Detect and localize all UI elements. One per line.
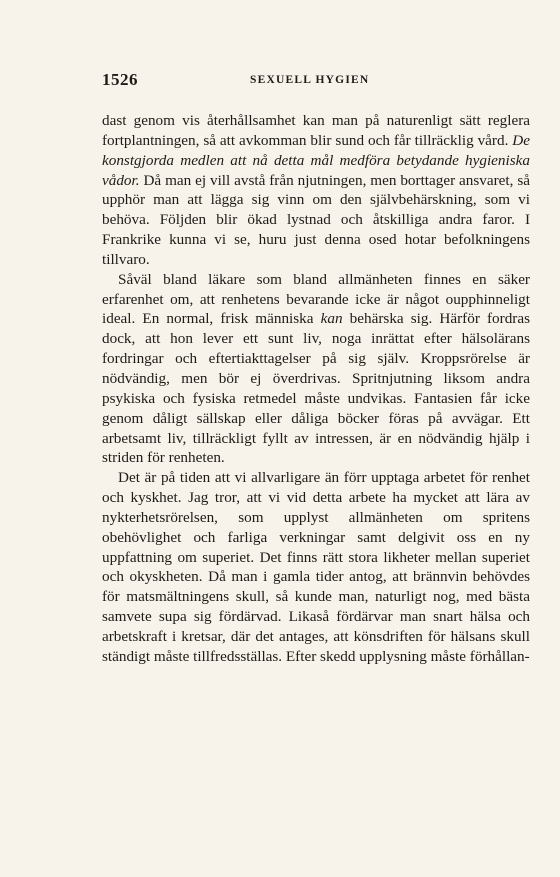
paragraph [102,111,530,270]
text-span: dast genom vis återhållsamhet kan man på naturenligt sätt reglera fortplantningen, så att avkomman blir sund och får tillräcklig vård. [102,112,530,149]
text-span: Då man ej vill avstå från njutningen, men borttager ansvaret, så upphör man att lägga sig vinn om den självbehärskning, som vi behöva. Följden blir ökad lystnad och åtskilliga andra faror. I Frankrike kunna vi se, huru just denna osed hotar befolkningens tillvaro. [102,171,530,268]
text-span: Såväl bland läkare som bland allmänheten finnes en säker erfarenhet om, att renhetens bevarande icke är något oupphinneligt ideal. En normal, frisk människa [102,270,530,328]
text-span: behärska sig. Härför fordras dock, att hon lever ett sunt liv, noga inrättat efter hälsolärans fordringar och eftertiakttagelser på sig själv. Kroppsrörelse är nödvändig, men bör ej överdrivas. Spritnjutning liksom andra psykiska och fysiska retmedel måste undvikas. Fantasien får icke genom dåligt sällskap eller dåliga böcker föras på avvägar. Ett arbetsamt liv, tillräckligt fyllt av intressen, är en nödvändig hjälp i striden för renheten. [102,310,531,467]
page-header [102,70,530,92]
text-span: Det är på tiden att vi allvarligare än förr upptaga arbetet för renhet och kyskhet. Jag tror, att vi vid detta arbete ha mycket att lära av nykterhetsrörelsen, som upplyst allmänheten om spritens obehövlighet och farliga verkningar samt delgivit oss en ny uppfattning om superiet. Det finns rätt stora likheter mellan superiet och okyskheten. Då man i gamla tider antog, att brännvin behövdes för matsmältningens skull, så kunde man, naturligt nog, med bästa samvete supa sig fördärvad. Likaså fördärvar man snart hälsa och arbetskraft i kretsar, där det antages, att könsdriften för hälsans skull ständigt måste tillfredsställas. Efter skedd upplysning måste förhållan- [102,469,530,665]
italic-text-span: kan [320,310,343,328]
paragraph [102,270,530,468]
paragraph [102,468,530,666]
italic-text-span: De konstgjorda medlen att nå detta mål medföra betydande hygieniska vådor. [102,131,530,189]
body-text [102,111,530,667]
running-head: SEXUELL HYGIEN [250,74,370,86]
page-number: 1526 [102,70,138,89]
